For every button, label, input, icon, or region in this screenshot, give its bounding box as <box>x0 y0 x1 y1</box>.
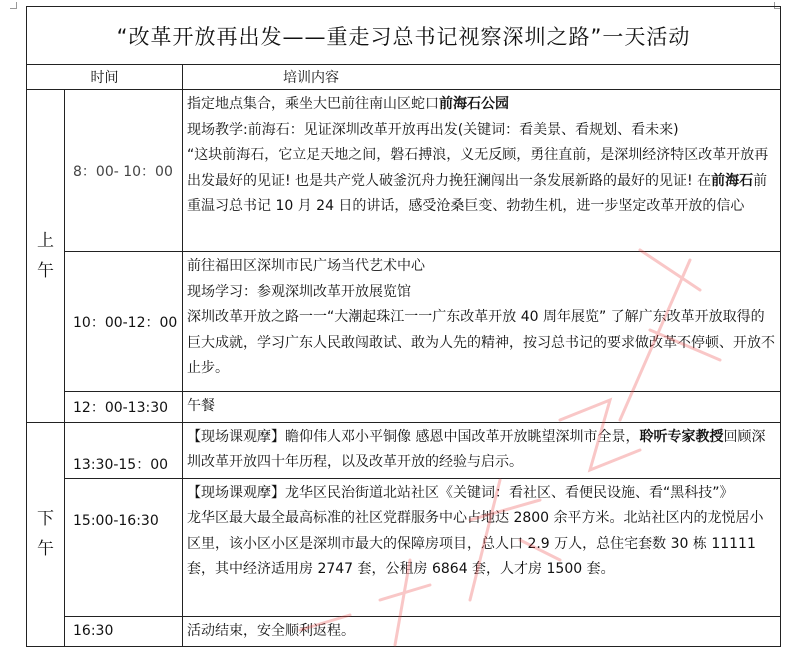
time-slot-afternoon-1: 13:30-15：00 <box>65 422 183 478</box>
time-slot-morning-1: 8：00- 10：00 <box>65 90 183 252</box>
corner-mark-top-left <box>10 2 17 9</box>
content-morning-1 <box>183 90 781 252</box>
period-morning-char1: 上 <box>37 230 54 251</box>
table-title: “改革开放再出发——重走习总书记视察深圳之路”一天活动 <box>27 7 781 65</box>
period-afternoon-char2: 午 <box>37 539 54 560</box>
time-slot-afternoon-2: 15:00-16:30 <box>65 478 183 616</box>
content-lunch: 午餐 <box>183 392 781 423</box>
morning-1-location-bold: 前海石公园 <box>439 96 509 112</box>
content-morning-2 <box>183 252 781 392</box>
morning-1-line3-end: 前重温习总书记 10 月 24 日的讲话，感受沧桑巨变、勃勃生机，进一步坚定改革开放的信心 <box>187 172 768 214</box>
header-content: 培训内容 <box>183 65 781 90</box>
afternoon-1-bold: 聆听专家教授 <box>639 428 724 445</box>
afternoon-2-line1: 【现场课观摩】龙华区民治街道北站社区《关键词：看社区、看便民设施、看“黑科技”》 <box>187 484 734 501</box>
content-afternoon-2 <box>183 478 781 616</box>
content-end: 活动结束，安全顺利返程。 <box>183 616 781 647</box>
time-slot-lunch: 12：00-13:30 <box>65 392 183 423</box>
morning-2-line3: 深圳改革开放之路一一“大潮起珠江一一广东改革开放 40 周年展览” 了解广东改革开放取得的巨大成就，学习广东人民敢闯敢试、敢为人先的精神，按习总书记的要求做改革不停顿、开放不止步。 <box>187 309 775 376</box>
content-afternoon-1 <box>183 422 781 478</box>
morning-1-bold-term: 前海石 <box>711 172 754 189</box>
period-morning-char2: 午 <box>37 260 54 281</box>
afternoon-1-text: 【现场课观摩】瞻仰伟人邓小平铜像 感恩中国改革开放眺望深圳市全景， <box>187 428 640 445</box>
morning-2-line1: 前往福田区深圳市民广场当代艺术中心 <box>187 258 425 274</box>
morning-2-line2: 现场学习：参观深圳改革开放展览馆 <box>187 283 411 300</box>
time-slot-morning-2: 10：00-12：00 <box>65 252 183 392</box>
afternoon-1-text-end: 回顾深圳改革开放四十年历程，以及改革开放的经验与启示。 <box>187 428 766 470</box>
afternoon-2-line2: 龙华区最大最全最高标准的社区党群服务中心占地达 2800 余平方米。北站社区内的龙悦居小区里，该小区小区是深圳市最大的保障房项目，总人口 2.9 万人，总住宅套数 30 栋 11111 套，其中经济适用房 2747 套，公租房 6864 套，人才房 1500 套。 <box>187 510 764 577</box>
schedule-table <box>26 6 781 647</box>
period-afternoon-char1: 下 <box>37 509 54 530</box>
morning-1-line3: “这块前海石，它立足天地之间，磐石搏浪，义无反顾，勇往直前，是深圳经济特区改革开放再出发最好的见证! 也是共产党人破釜沉舟力挽狂澜闯出一条发展新路的最好的见证! 在 <box>187 147 769 189</box>
morning-1-line2: 现场教学:前海石：见证深圳改革开放再出发(关键词：看美景、看规划、看未来) <box>187 121 679 138</box>
period-morning <box>27 90 65 423</box>
header-time: 时间 <box>27 65 183 90</box>
time-slot-end: 16:30 <box>65 616 183 647</box>
morning-1-line1: 指定地点集合，乘坐大巴前往南山区蛇口 <box>187 96 439 112</box>
period-afternoon <box>27 422 65 647</box>
